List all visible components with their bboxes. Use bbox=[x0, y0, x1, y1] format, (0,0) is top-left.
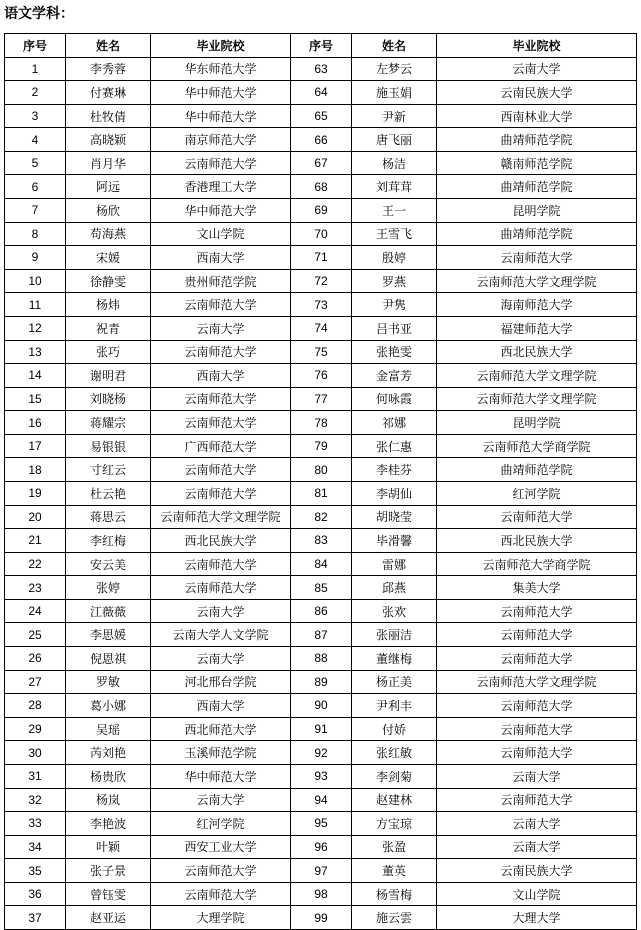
cell-seq-left: 32 bbox=[5, 788, 66, 812]
cell-seq-right: 76 bbox=[291, 364, 352, 388]
cell-name-left: 肖月华 bbox=[66, 151, 151, 175]
cell-school-right: 西南林业大学 bbox=[437, 104, 637, 128]
cell-school-left: 云南大学 bbox=[151, 788, 291, 812]
cell-name-right: 胡晓莹 bbox=[352, 505, 437, 529]
table-row bbox=[5, 411, 637, 435]
cell-seq-left: 37 bbox=[5, 906, 66, 930]
cell-name-left: 杨岚 bbox=[66, 788, 151, 812]
cell-seq-right: 90 bbox=[291, 694, 352, 718]
cell-school-left: 华中师范大学 bbox=[151, 199, 291, 223]
cell-school-left: 河北邢台学院 bbox=[151, 670, 291, 694]
cell-seq-left: 21 bbox=[5, 529, 66, 553]
cell-seq-left: 17 bbox=[5, 434, 66, 458]
cell-name-right: 方宝琼 bbox=[352, 812, 437, 836]
cell-name-left: 谢明君 bbox=[66, 364, 151, 388]
cell-school-right: 大理大学 bbox=[437, 906, 637, 930]
cell-seq-left: 22 bbox=[5, 552, 66, 576]
cell-school-right: 西北民族大学 bbox=[437, 529, 637, 553]
cell-name-right: 刘茸茸 bbox=[352, 175, 437, 199]
cell-name-right: 金富芳 bbox=[352, 364, 437, 388]
cell-school-left: 红河学院 bbox=[151, 812, 291, 836]
cell-school-right: 曲靖师范学院 bbox=[437, 222, 637, 246]
cell-school-right: 曲靖师范学院 bbox=[437, 458, 637, 482]
header-name-left: 姓名 bbox=[66, 34, 151, 58]
cell-seq-left: 31 bbox=[5, 764, 66, 788]
table-row bbox=[5, 434, 637, 458]
table-row bbox=[5, 812, 637, 836]
cell-name-right: 雷娜 bbox=[352, 552, 437, 576]
cell-seq-right: 74 bbox=[291, 316, 352, 340]
cell-seq-right: 83 bbox=[291, 529, 352, 553]
cell-name-left: 李秀蓉 bbox=[66, 57, 151, 81]
cell-name-right: 祁娜 bbox=[352, 411, 437, 435]
cell-name-left: 张婷 bbox=[66, 576, 151, 600]
cell-school-left: 云南师范大学 bbox=[151, 387, 291, 411]
table-row bbox=[5, 505, 637, 529]
cell-name-right: 张红敏 bbox=[352, 741, 437, 765]
cell-seq-right: 64 bbox=[291, 81, 352, 105]
cell-name-left: 刘晓杨 bbox=[66, 387, 151, 411]
cell-name-right: 施云雲 bbox=[352, 906, 437, 930]
header-row bbox=[5, 34, 637, 58]
cell-seq-left: 16 bbox=[5, 411, 66, 435]
cell-school-right: 云南师范大学 bbox=[437, 599, 637, 623]
table-row bbox=[5, 647, 637, 671]
cell-seq-right: 70 bbox=[291, 222, 352, 246]
table-row bbox=[5, 104, 637, 128]
cell-school-left: 西北民族大学 bbox=[151, 529, 291, 553]
cell-seq-right: 77 bbox=[291, 387, 352, 411]
cell-school-right: 集美大学 bbox=[437, 576, 637, 600]
cell-school-left: 玉溪师范学院 bbox=[151, 741, 291, 765]
cell-school-left: 南京师范大学 bbox=[151, 128, 291, 152]
cell-name-left: 叶颖 bbox=[66, 835, 151, 859]
cell-school-left: 西北师范大学 bbox=[151, 717, 291, 741]
cell-seq-right: 97 bbox=[291, 859, 352, 883]
table-row bbox=[5, 576, 637, 600]
cell-name-right: 尹新 bbox=[352, 104, 437, 128]
cell-seq-right: 73 bbox=[291, 293, 352, 317]
cell-name-left: 倪恩祺 bbox=[66, 647, 151, 671]
cell-seq-right: 95 bbox=[291, 812, 352, 836]
cell-name-right: 殷婷 bbox=[352, 246, 437, 270]
cell-seq-right: 72 bbox=[291, 269, 352, 293]
cell-name-right: 张仁惠 bbox=[352, 434, 437, 458]
roster-body bbox=[5, 57, 637, 929]
cell-school-left: 云南师范大学 bbox=[151, 151, 291, 175]
cell-school-right: 云南师范大学商学院 bbox=[437, 552, 637, 576]
section-heading: 语文学科： bbox=[4, 6, 74, 22]
cell-seq-right: 93 bbox=[291, 764, 352, 788]
cell-school-left: 云南师范大学 bbox=[151, 552, 291, 576]
table-row bbox=[5, 387, 637, 411]
cell-school-right: 云南师范大学 bbox=[437, 788, 637, 812]
cell-school-right: 红河学院 bbox=[437, 481, 637, 505]
table-row bbox=[5, 364, 637, 388]
cell-name-left: 宋媛 bbox=[66, 246, 151, 270]
cell-seq-left: 19 bbox=[5, 481, 66, 505]
cell-seq-right: 80 bbox=[291, 458, 352, 482]
cell-name-right: 张丽洁 bbox=[352, 623, 437, 647]
cell-name-left: 杜牧倩 bbox=[66, 104, 151, 128]
cell-name-left: 罗敏 bbox=[66, 670, 151, 694]
cell-name-right: 张欢 bbox=[352, 599, 437, 623]
cell-name-right: 杨雪梅 bbox=[352, 882, 437, 906]
cell-name-right: 李桂芬 bbox=[352, 458, 437, 482]
cell-school-left: 云南师范大学文理学院 bbox=[151, 505, 291, 529]
cell-name-right: 董英 bbox=[352, 859, 437, 883]
cell-school-right: 曲靖师范学院 bbox=[437, 175, 637, 199]
cell-school-left: 西南大学 bbox=[151, 364, 291, 388]
header-school-right: 毕业院校 bbox=[437, 34, 637, 58]
cell-school-left: 云南师范大学 bbox=[151, 458, 291, 482]
cell-seq-right: 66 bbox=[291, 128, 352, 152]
table-row bbox=[5, 694, 637, 718]
cell-school-left: 云南师范大学 bbox=[151, 576, 291, 600]
table-row bbox=[5, 293, 637, 317]
cell-seq-right: 98 bbox=[291, 882, 352, 906]
cell-seq-left: 3 bbox=[5, 104, 66, 128]
table-row bbox=[5, 340, 637, 364]
cell-school-left: 云南师范大学 bbox=[151, 882, 291, 906]
cell-school-left: 云南师范大学 bbox=[151, 411, 291, 435]
cell-school-left: 云南大学人文学院 bbox=[151, 623, 291, 647]
cell-seq-right: 78 bbox=[291, 411, 352, 435]
table-row bbox=[5, 246, 637, 270]
cell-name-left: 祝青 bbox=[66, 316, 151, 340]
cell-seq-left: 5 bbox=[5, 151, 66, 175]
cell-seq-right: 68 bbox=[291, 175, 352, 199]
cell-school-right: 云南师范大学商学院 bbox=[437, 434, 637, 458]
cell-school-left: 西南大学 bbox=[151, 694, 291, 718]
cell-seq-left: 15 bbox=[5, 387, 66, 411]
cell-school-right: 云南民族大学 bbox=[437, 859, 637, 883]
cell-name-right: 李剑菊 bbox=[352, 764, 437, 788]
cell-seq-right: 92 bbox=[291, 741, 352, 765]
cell-name-left: 苟海燕 bbox=[66, 222, 151, 246]
cell-seq-right: 69 bbox=[291, 199, 352, 223]
cell-seq-left: 2 bbox=[5, 81, 66, 105]
table-row bbox=[5, 599, 637, 623]
table-row bbox=[5, 458, 637, 482]
cell-school-left: 云南大学 bbox=[151, 647, 291, 671]
cell-name-right: 尹隽 bbox=[352, 293, 437, 317]
cell-name-right: 赵建林 bbox=[352, 788, 437, 812]
cell-name-right: 董继梅 bbox=[352, 647, 437, 671]
cell-seq-right: 86 bbox=[291, 599, 352, 623]
cell-seq-right: 65 bbox=[291, 104, 352, 128]
cell-seq-right: 79 bbox=[291, 434, 352, 458]
cell-seq-right: 84 bbox=[291, 552, 352, 576]
cell-name-left: 江薇薇 bbox=[66, 599, 151, 623]
cell-name-right: 毕滑馨 bbox=[352, 529, 437, 553]
cell-school-right: 云南师范大学文理学院 bbox=[437, 364, 637, 388]
cell-name-left: 付赛琳 bbox=[66, 81, 151, 105]
cell-name-left: 徐静雯 bbox=[66, 269, 151, 293]
table-row bbox=[5, 859, 637, 883]
cell-school-right: 文山学院 bbox=[437, 882, 637, 906]
table-row bbox=[5, 316, 637, 340]
cell-name-left: 曾钰雯 bbox=[66, 882, 151, 906]
table-row bbox=[5, 175, 637, 199]
cell-seq-left: 33 bbox=[5, 812, 66, 836]
cell-school-left: 贵州师范学院 bbox=[151, 269, 291, 293]
cell-school-left: 西安工业大学 bbox=[151, 835, 291, 859]
cell-seq-left: 13 bbox=[5, 340, 66, 364]
cell-name-right: 张艳雯 bbox=[352, 340, 437, 364]
cell-name-left: 李思媛 bbox=[66, 623, 151, 647]
table-row bbox=[5, 529, 637, 553]
cell-seq-left: 8 bbox=[5, 222, 66, 246]
header-school-left: 毕业院校 bbox=[151, 34, 291, 58]
cell-seq-right: 81 bbox=[291, 481, 352, 505]
cell-school-right: 海南师范大学 bbox=[437, 293, 637, 317]
cell-school-left: 华中师范大学 bbox=[151, 104, 291, 128]
cell-name-left: 寸红云 bbox=[66, 458, 151, 482]
table-row bbox=[5, 623, 637, 647]
cell-name-left: 芮刘艳 bbox=[66, 741, 151, 765]
header-name-right: 姓名 bbox=[352, 34, 437, 58]
cell-school-right: 昆明学院 bbox=[437, 411, 637, 435]
cell-name-right: 王雪飞 bbox=[352, 222, 437, 246]
cell-school-right: 云南大学 bbox=[437, 764, 637, 788]
cell-name-left: 李红梅 bbox=[66, 529, 151, 553]
cell-name-left: 蒋思云 bbox=[66, 505, 151, 529]
cell-name-left: 张巧 bbox=[66, 340, 151, 364]
cell-name-left: 高晓颖 bbox=[66, 128, 151, 152]
cell-name-right: 尹利丰 bbox=[352, 694, 437, 718]
cell-name-left: 安云美 bbox=[66, 552, 151, 576]
cell-seq-right: 89 bbox=[291, 670, 352, 694]
cell-seq-right: 88 bbox=[291, 647, 352, 671]
cell-seq-left: 1 bbox=[5, 57, 66, 81]
cell-name-left: 葛小娜 bbox=[66, 694, 151, 718]
cell-seq-right: 96 bbox=[291, 835, 352, 859]
table-row bbox=[5, 764, 637, 788]
table-row bbox=[5, 670, 637, 694]
cell-school-left: 云南大学 bbox=[151, 599, 291, 623]
cell-seq-left: 28 bbox=[5, 694, 66, 718]
cell-seq-left: 30 bbox=[5, 741, 66, 765]
cell-school-right: 昆明学院 bbox=[437, 199, 637, 223]
cell-seq-left: 29 bbox=[5, 717, 66, 741]
table-row bbox=[5, 882, 637, 906]
header-seq-right: 序号 bbox=[291, 34, 352, 58]
cell-school-right: 云南师范大学文理学院 bbox=[437, 670, 637, 694]
cell-school-left: 西南大学 bbox=[151, 246, 291, 270]
cell-school-right: 西北民族大学 bbox=[437, 340, 637, 364]
cell-school-right: 福建师范大学 bbox=[437, 316, 637, 340]
cell-school-left: 云南师范大学 bbox=[151, 293, 291, 317]
cell-seq-left: 12 bbox=[5, 316, 66, 340]
cell-name-left: 杨欣 bbox=[66, 199, 151, 223]
cell-seq-left: 25 bbox=[5, 623, 66, 647]
table-row bbox=[5, 906, 637, 930]
table-row bbox=[5, 481, 637, 505]
cell-seq-right: 85 bbox=[291, 576, 352, 600]
cell-name-left: 杨炜 bbox=[66, 293, 151, 317]
table-row bbox=[5, 222, 637, 246]
cell-name-right: 左梦云 bbox=[352, 57, 437, 81]
cell-name-right: 杨正美 bbox=[352, 670, 437, 694]
cell-school-left: 大理学院 bbox=[151, 906, 291, 930]
cell-seq-right: 71 bbox=[291, 246, 352, 270]
cell-seq-left: 18 bbox=[5, 458, 66, 482]
cell-seq-left: 4 bbox=[5, 128, 66, 152]
cell-school-right: 云南师范大学文理学院 bbox=[437, 269, 637, 293]
cell-school-right: 云南师范大学 bbox=[437, 717, 637, 741]
cell-name-left: 杨贵欣 bbox=[66, 764, 151, 788]
cell-seq-left: 35 bbox=[5, 859, 66, 883]
cell-name-right: 吕书亚 bbox=[352, 316, 437, 340]
cell-name-right: 邱燕 bbox=[352, 576, 437, 600]
cell-school-right: 云南师范大学 bbox=[437, 246, 637, 270]
cell-seq-left: 9 bbox=[5, 246, 66, 270]
cell-seq-right: 91 bbox=[291, 717, 352, 741]
cell-seq-left: 20 bbox=[5, 505, 66, 529]
cell-school-left: 华中师范大学 bbox=[151, 81, 291, 105]
cell-name-right: 付娇 bbox=[352, 717, 437, 741]
cell-name-left: 阿远 bbox=[66, 175, 151, 199]
cell-name-left: 赵亚运 bbox=[66, 906, 151, 930]
cell-name-right: 何咏霞 bbox=[352, 387, 437, 411]
cell-name-right: 张盈 bbox=[352, 835, 437, 859]
cell-name-right: 杨洁 bbox=[352, 151, 437, 175]
cell-seq-left: 36 bbox=[5, 882, 66, 906]
header-seq-left: 序号 bbox=[5, 34, 66, 58]
cell-school-right: 云南师范大学 bbox=[437, 623, 637, 647]
cell-name-left: 蒋耀宗 bbox=[66, 411, 151, 435]
cell-name-right: 施玉娟 bbox=[352, 81, 437, 105]
cell-school-right: 云南师范大学文理学院 bbox=[437, 387, 637, 411]
cell-school-left: 华中师范大学 bbox=[151, 764, 291, 788]
cell-school-left: 文山学院 bbox=[151, 222, 291, 246]
cell-school-right: 曲靖师范学院 bbox=[437, 128, 637, 152]
cell-name-left: 张子景 bbox=[66, 859, 151, 883]
cell-name-left: 李艳波 bbox=[66, 812, 151, 836]
cell-school-left: 广西师范大学 bbox=[151, 434, 291, 458]
cell-school-right: 云南师范大学 bbox=[437, 741, 637, 765]
table-row bbox=[5, 128, 637, 152]
table-row bbox=[5, 151, 637, 175]
table-row bbox=[5, 835, 637, 859]
cell-seq-right: 67 bbox=[291, 151, 352, 175]
cell-school-right: 云南师范大学 bbox=[437, 694, 637, 718]
teacher-roster-table bbox=[4, 33, 637, 930]
table-row bbox=[5, 717, 637, 741]
cell-school-left: 云南大学 bbox=[151, 316, 291, 340]
cell-seq-right: 87 bbox=[291, 623, 352, 647]
table-row bbox=[5, 741, 637, 765]
cell-name-right: 李胡仙 bbox=[352, 481, 437, 505]
table-row bbox=[5, 788, 637, 812]
cell-name-right: 王一 bbox=[352, 199, 437, 223]
cell-school-left: 云南师范大学 bbox=[151, 859, 291, 883]
cell-seq-right: 75 bbox=[291, 340, 352, 364]
cell-school-right: 云南大学 bbox=[437, 812, 637, 836]
cell-seq-left: 7 bbox=[5, 199, 66, 223]
cell-school-right: 赣南师范学院 bbox=[437, 151, 637, 175]
cell-seq-left: 34 bbox=[5, 835, 66, 859]
cell-seq-right: 63 bbox=[291, 57, 352, 81]
cell-school-left: 云南师范大学 bbox=[151, 340, 291, 364]
cell-school-right: 云南大学 bbox=[437, 835, 637, 859]
cell-school-left: 华东师范大学 bbox=[151, 57, 291, 81]
cell-name-left: 易银银 bbox=[66, 434, 151, 458]
table-row bbox=[5, 81, 637, 105]
cell-seq-left: 24 bbox=[5, 599, 66, 623]
cell-seq-right: 94 bbox=[291, 788, 352, 812]
cell-school-left: 香港理工大学 bbox=[151, 175, 291, 199]
cell-seq-left: 11 bbox=[5, 293, 66, 317]
cell-name-left: 吴瑶 bbox=[66, 717, 151, 741]
cell-seq-right: 99 bbox=[291, 906, 352, 930]
table-row bbox=[5, 57, 637, 81]
cell-seq-left: 27 bbox=[5, 670, 66, 694]
table-row bbox=[5, 199, 637, 223]
cell-school-right: 云南民族大学 bbox=[437, 81, 637, 105]
cell-school-left: 云南师范大学 bbox=[151, 481, 291, 505]
cell-school-right: 云南大学 bbox=[437, 57, 637, 81]
cell-seq-left: 14 bbox=[5, 364, 66, 388]
cell-name-left: 杜云艳 bbox=[66, 481, 151, 505]
cell-school-right: 云南师范大学 bbox=[437, 647, 637, 671]
cell-school-right: 云南师范大学 bbox=[437, 505, 637, 529]
cell-name-right: 罗燕 bbox=[352, 269, 437, 293]
cell-name-right: 唐飞丽 bbox=[352, 128, 437, 152]
table-row bbox=[5, 552, 637, 576]
cell-seq-left: 10 bbox=[5, 269, 66, 293]
cell-seq-left: 23 bbox=[5, 576, 66, 600]
cell-seq-right: 82 bbox=[291, 505, 352, 529]
table-row bbox=[5, 269, 637, 293]
cell-seq-left: 6 bbox=[5, 175, 66, 199]
cell-seq-left: 26 bbox=[5, 647, 66, 671]
